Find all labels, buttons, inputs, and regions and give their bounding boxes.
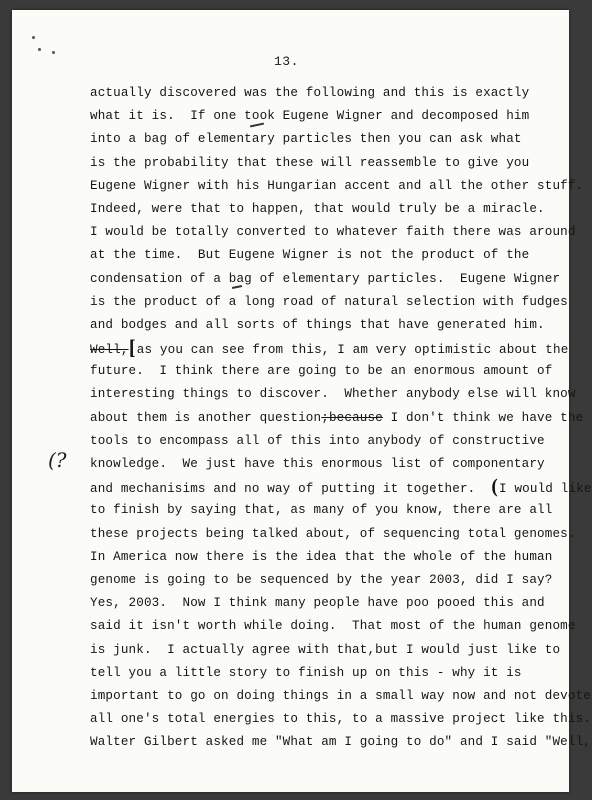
line-text: I would like <box>499 482 592 497</box>
text-line <box>90 475 592 499</box>
text-line: tell you a little story to finish up on this - why it is <box>90 665 522 680</box>
handwritten-bracket: ( <box>490 475 499 499</box>
text-line: genome is going to be sequenced by the year 2003, did I say? <box>90 572 553 587</box>
text-line: is junk. I actually agree with that,but I would just like to <box>90 642 561 657</box>
handwritten-margin-note: (? <box>48 448 67 472</box>
text-line: actually discovered was the following and this is exactly <box>90 86 530 100</box>
handwritten-bracket: [ <box>128 336 136 360</box>
text-line: at the time. But Eugene Wigner is not the product of the <box>90 248 530 263</box>
text-line: said it isn't worth while doing. That most of the human genome <box>90 619 576 634</box>
page-number: 13. <box>274 54 299 69</box>
line-text: I don't think we have the <box>382 410 584 425</box>
typed-text-body <box>90 82 592 754</box>
text-line: condensation of a bag of elementary particles. Eugene Wigner <box>90 271 561 286</box>
text-line: Eugene Wigner with his Hungarian accent and all the other stuff. <box>90 178 584 193</box>
struck-text: Well, <box>90 343 129 358</box>
text-line <box>90 336 569 360</box>
text-line: future. I think there are going to be an enormous amount of <box>90 364 553 379</box>
text-line: important to go on doing things in a small way now and not devote <box>90 688 591 703</box>
line-text: about them is another question <box>90 410 322 425</box>
text-line: I would be totally converted to whatever faith there was around <box>90 225 576 240</box>
text-line: tools to encompass all of this into anybody of constructive <box>90 433 545 448</box>
text-line: Yes, 2003. Now I think many people have poo pooed this and <box>90 596 545 611</box>
text-line: interesting things to discover. Whether anybody else will know <box>90 387 576 402</box>
text-line: is the product of a long road of natural selection with fudges <box>90 294 568 309</box>
text-line: is the probability that these will reassemble to give you <box>90 155 530 170</box>
text-line: Walter Gilbert asked me "What am I going to do" and I said "Well, <box>90 735 591 750</box>
text-line: to finish by saying that, as many of you know, there are all <box>90 503 553 518</box>
text-line: In America now there is the idea that the whole of the human <box>90 549 553 564</box>
line-text: and mechanisims and no way of putting it together. <box>90 482 491 497</box>
punch-mark <box>38 48 41 51</box>
text-line <box>90 407 584 430</box>
text-line: all one's total energies to this, to a massive project like this. <box>90 712 591 727</box>
text-line: knowledge. We just have this enormous list of componentary <box>90 457 545 471</box>
text-line: into a bag of elementary particles then you can ask what <box>90 132 522 147</box>
struck-text: ;because <box>321 410 383 425</box>
text-line: Indeed, were that to happen, that would truly be a miracle. <box>90 201 545 216</box>
document-page <box>12 10 592 792</box>
text-line: these projects being talked about, of sequencing total genomes. <box>90 526 576 541</box>
text-line: and bodges and all sorts of things that have generated him. <box>90 317 545 332</box>
punch-mark <box>52 51 55 54</box>
text-line: what it is. If one took Eugene Wigner and decomposed him <box>90 109 530 124</box>
line-text: as you can see from this, I am very optimistic about the <box>136 343 569 358</box>
punch-mark <box>32 36 35 39</box>
